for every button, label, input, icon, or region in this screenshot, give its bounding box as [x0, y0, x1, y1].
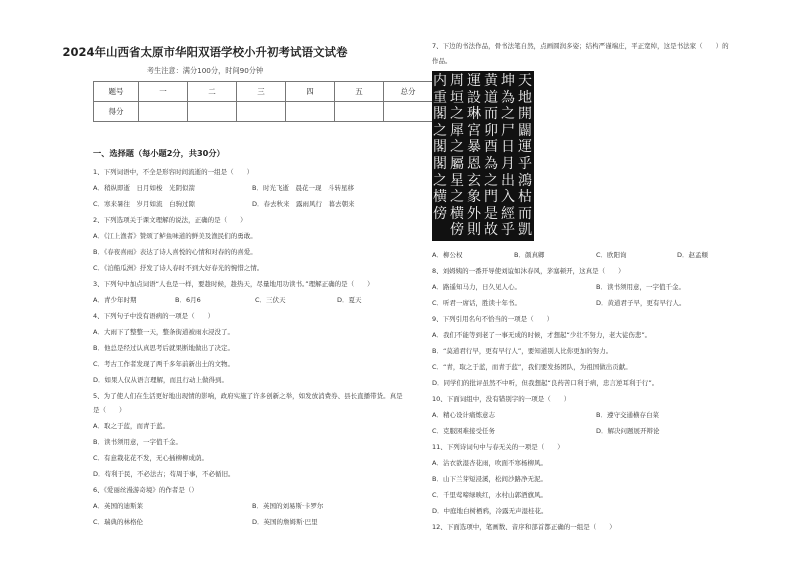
score-input-cell[interactable] [335, 102, 384, 122]
option: C．有意栽花花不发，无心插柳柳成荫。 [93, 454, 209, 462]
calligraphy-column [466, 73, 482, 239]
option: A．沾衣欲湿杏花雨，吹面不寒杨柳风。 [432, 459, 547, 467]
table-cell: 总分 [384, 82, 433, 102]
calligraphy-column [449, 73, 465, 239]
option: D．苟利于民，不必法古；苟周于事，不必循旧。 [93, 470, 235, 478]
question-text: 作品。 [432, 57, 452, 65]
question-text: 5、为了使人们在生活更好地出现情的影响，政府实施了许多创新之举，如发放消费券、县长直播带货。真是 [93, 392, 403, 400]
page-title: 2024年山西省太原市华阳双语学校小升初考试语文试卷 [62, 45, 348, 59]
option: B．颜真卿 [514, 251, 545, 259]
question-text: 7、下边的书法作品，骨书法笔自然，点画圆润多姿；结构严谨端庄，平正宽绰，这是书法家（ ）的 [432, 42, 729, 50]
option: B．他总是经过认真思考后就果断地做出了决定。 [93, 344, 234, 352]
calligraphy-chars: 坤為之尸日月出入經乎 [501, 73, 515, 239]
option: A．大雨下了整整一天，整条街道被雨水浸没了。 [93, 328, 234, 336]
option: C．三伏天 [255, 296, 286, 304]
question-text: 9、下列引用名句不恰当的一项是（ ） [432, 315, 554, 323]
table-row [94, 82, 433, 102]
score-table [93, 81, 433, 122]
option: D．赵孟頫 [677, 251, 709, 259]
option: C．考古工作者发现了两千多年前新出土的文物。 [93, 360, 235, 368]
option: B．读书须用意，一字值千金。 [93, 438, 182, 446]
option: A．路遥知马力，日久见人心。 [432, 283, 521, 291]
table-cell: 三 [237, 82, 286, 102]
table-cell: 一 [139, 82, 188, 102]
option: B．山下兰芽短浸溪，松间沙路净无泥。 [432, 475, 547, 483]
calligraphy-column [517, 73, 533, 239]
question-text: 3、下列句中加点词语“人也是一样，要趁时候，趁热天，尽量地用功读书。”理解正确的是（ ） [93, 280, 374, 288]
score-input-cell[interactable] [384, 102, 433, 122]
option: C．听君一席话，胜读十年书。 [432, 299, 522, 307]
option: B．“莫道君行早，更有早行人”，要知道别人比你更加的努力。 [432, 347, 613, 355]
question-text: 12、下面选项中，笔画数、音序和部首都正确的一组是（ ） [432, 523, 616, 531]
table-cell: 题号 [94, 82, 139, 102]
question-text: 2、下列选项关于课文理解的说法，正确的是（ ） [93, 216, 247, 224]
option: A．精心设计痛炼意志 [432, 411, 495, 419]
score-input-cell[interactable] [286, 102, 335, 122]
question-text: 是（ ） [93, 406, 126, 414]
table-cell: 二 [188, 82, 237, 102]
score-input-cell[interactable] [237, 102, 286, 122]
exam-notice: 考生注意：满分100分，时间90分钟 [146, 66, 264, 75]
option: B．时光飞逝 晨花一现 斗转星移 [252, 184, 354, 192]
option: C．千里莺啼绿映红，水村山郭酒旗风。 [432, 491, 548, 499]
option: A．取之于蓝，而青于蓝。 [93, 422, 169, 430]
option: A．稍纵即逝 日月如梭 光阴似箭 [93, 184, 195, 192]
option: B．英国的刘易斯·卡罗尔 [252, 502, 324, 510]
option: C．欧阳询 [596, 251, 627, 259]
table-cell: 五 [335, 82, 384, 102]
option: A．《江上渔者》赞颂了鲈鱼味道的鲜美及渔民们的勇敢。 [93, 232, 257, 240]
calligraphy-chars: 黄道而卯酉為之門是故 [484, 73, 498, 239]
option: C．瑞典的林格伦 [93, 518, 144, 526]
option: D．同学们的批评虽然不中听，但我想起“良药苦口利于病，忠言逆耳利于行”。 [432, 379, 659, 387]
option: B．《春夜喜雨》表达了诗人喜悦的心情和对春的的喜爱。 [93, 248, 257, 256]
option: B．6月6 [175, 296, 201, 304]
question-text: 11、下列诗词句中与春无关的一项是（ ） [432, 443, 564, 451]
option: A．英国的迪斯莱 [93, 502, 143, 510]
option: C．克服困难接受任务 [432, 427, 496, 435]
calligraphy-image [432, 71, 534, 241]
question-text: 10、下面词组中，没有错别字的一项是（ ） [432, 395, 571, 403]
calligraphy-chars: 内重閣之閣閣之横傍 [433, 73, 447, 222]
option: A．我们不能等到老了一事无成的时候，才想起“少壮不努力，老大徒伤悲”。 [432, 331, 652, 339]
option: A．青少年时期 [93, 296, 137, 304]
option: B．读书须用意，一字值千金。 [596, 283, 685, 291]
option: C．寒来暑往 岁月如流 白驹过隙 [93, 200, 196, 208]
table-cell: 得分 [94, 102, 139, 122]
option: D．夏天 [337, 296, 362, 304]
calligraphy-column [432, 73, 448, 222]
option: B．遵守交通横存白菜 [596, 411, 659, 419]
question-text: 8、刘姆姨的一番开导使刘谊如沐春风，茅塞顿开，这真是（ ） [432, 267, 625, 275]
table-row [94, 102, 433, 122]
question-text: 6、《爱丽丝漫游奇境》的作者是（） [93, 486, 198, 494]
option: C．“青，取之于蓝，而青于蓝”，我们要发扬团队，为祖国做出贡献。 [432, 363, 632, 371]
table-cell: 四 [286, 82, 335, 102]
score-input-cell[interactable] [139, 102, 188, 122]
option: A．柳公权 [432, 251, 463, 259]
option: D．中庭地白树栖鸦，冷露无声湿桂花。 [432, 507, 548, 515]
option: D．春去秋来 露雨风行 暮去朝来 [252, 200, 355, 208]
calligraphy-chars: 運設琳宮暴恩玄象外則 [467, 73, 481, 239]
calligraphy-chars: 天地開闢運乎鴻枯而凱 [518, 73, 532, 239]
question-text: 1、下列词语中，不全是形容时间流逝的一组是（ ） [93, 168, 254, 176]
option: D．如果人仅从语言理解，而且行动上做得到。 [93, 376, 229, 384]
calligraphy-chars: 周垣之犀之屬星之横傍 [450, 73, 464, 239]
question-text: 4、下列句子中没有语病的一项是（ ） [93, 312, 215, 320]
option: D．解决问题展开辩论 [596, 427, 660, 435]
score-input-cell[interactable] [188, 102, 237, 122]
calligraphy-column [483, 73, 499, 239]
option: C．《泊船瓜洲》抒发了诗人春时不到大好春光的惋惜之情。 [93, 264, 264, 272]
option: D．黄道君子早，更有早行人。 [596, 299, 686, 307]
option: D．英国的詹姆斯·巴里 [252, 518, 318, 526]
calligraphy-column [500, 73, 516, 239]
section-heading: 一、选择题（每小题2分，共30分） [93, 148, 225, 158]
